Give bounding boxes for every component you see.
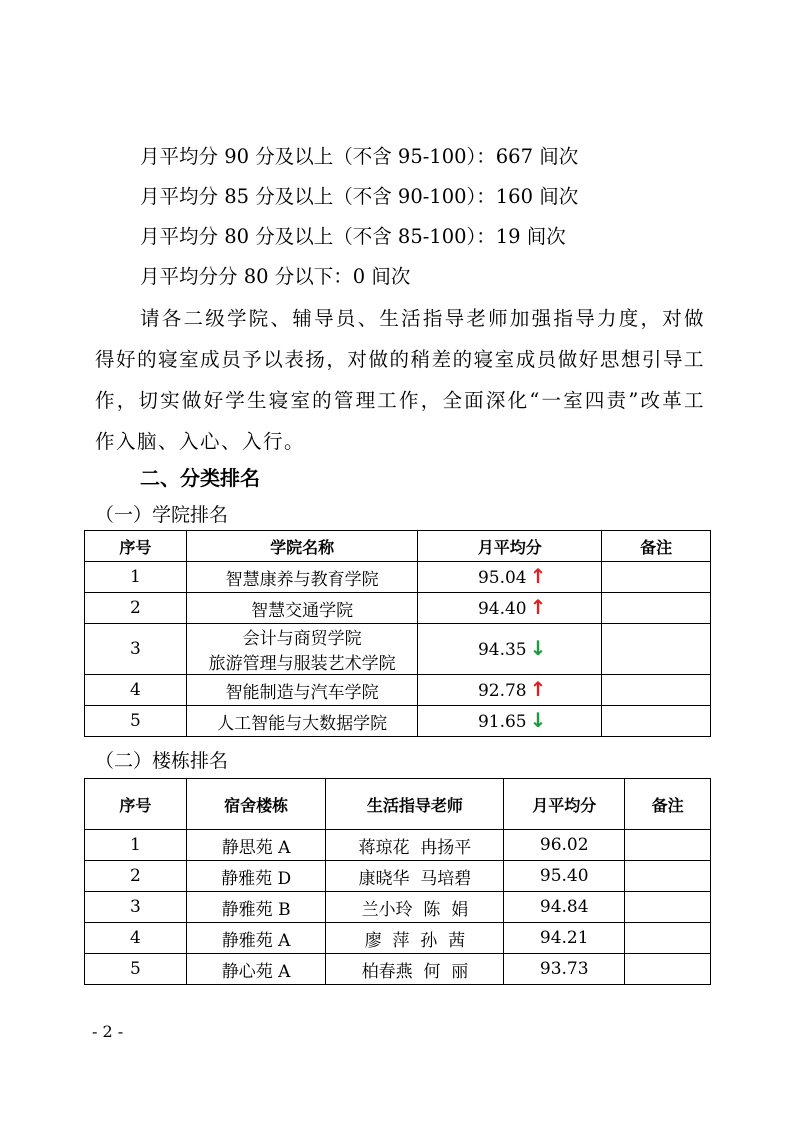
note-cell — [602, 675, 711, 706]
header-avg-score: 月平均分 — [504, 779, 625, 830]
note-cell — [602, 706, 711, 737]
header-note: 备注 — [602, 531, 711, 562]
avg-score: 91.65 — [477, 711, 527, 732]
header-avg-score: 月平均分 — [418, 531, 602, 562]
arrow-down-icon: ↓ — [529, 707, 547, 732]
note-cell — [625, 861, 711, 892]
teacher-names: 康晓华 马培碧 — [326, 861, 504, 892]
arrow-up-icon: ↑ — [529, 563, 547, 588]
building-name: 静思苑 A — [186, 830, 326, 861]
building-ranking-table — [84, 778, 711, 985]
note-cell — [602, 593, 711, 624]
avg-score: 93.73 — [504, 954, 625, 985]
note-cell — [625, 923, 711, 954]
table-row — [85, 624, 711, 675]
college-name-secondary: 旅游管理与服装艺术学院 — [208, 654, 396, 674]
building-name: 静心苑 A — [186, 954, 326, 985]
college-ranking-table — [84, 530, 711, 737]
college-ranking-title: （一）学院排名 — [95, 504, 229, 526]
building-name: 静雅苑 D — [186, 861, 326, 892]
row-number: 4 — [85, 675, 187, 706]
avg-score: 92.78 — [477, 680, 527, 701]
avg-score-cell — [418, 706, 602, 737]
header-no: 序号 — [85, 779, 187, 830]
table-row — [85, 675, 711, 706]
row-number: 5 — [85, 706, 187, 737]
avg-score: 94.21 — [504, 923, 625, 954]
stats-line-4: 月平均分分 80 分以下：0 间次 — [140, 265, 411, 288]
teacher-names: 蒋琼花 冉扬平 — [326, 830, 504, 861]
row-number: 3 — [85, 892, 187, 923]
building-ranking-title: （二）楼栋排名 — [95, 750, 229, 772]
avg-score: 94.84 — [504, 892, 625, 923]
avg-score-cell — [418, 562, 602, 593]
note-cell — [625, 830, 711, 861]
table-row — [85, 892, 711, 923]
row-number: 2 — [85, 593, 187, 624]
header-teacher: 生活指导老师 — [326, 779, 504, 830]
table-row — [85, 861, 711, 892]
section-heading: 二、分类排名 — [140, 466, 260, 490]
header-college-name: 学院名称 — [186, 531, 418, 562]
college-name-cell — [186, 624, 418, 675]
teacher-names: 柏春燕 何 丽 — [326, 954, 504, 985]
avg-score: 95.40 — [504, 861, 625, 892]
college-name: 智能制造与汽车学院 — [225, 682, 379, 703]
table-row — [85, 562, 711, 593]
note-cell — [602, 624, 711, 675]
body-paragraph: 请各二级学院、辅导员、生活指导老师加强指导力度，对做得好的寝室成员予以表扬，对做的稍差的寝室成员做好思想引导工作，切实做好学生寝室的管理工作，全面深化“一室四责”改革工作入脑、入心、入行。 — [95, 307, 705, 453]
row-number: 1 — [85, 562, 187, 593]
page-number: - 2 - — [92, 1022, 124, 1041]
row-number: 4 — [85, 923, 187, 954]
header-note: 备注 — [625, 779, 711, 830]
row-number: 1 — [85, 830, 187, 861]
avg-score: 96.02 — [504, 830, 625, 861]
row-number: 2 — [85, 861, 187, 892]
college-name-cell — [186, 675, 418, 706]
arrow-up-icon: ↑ — [529, 676, 547, 701]
stats-line-3: 月平均分 80 分及以上（不含 85-100）：19 间次 — [140, 225, 566, 248]
avg-score: 94.35 — [477, 639, 527, 660]
college-name-cell — [186, 593, 418, 624]
avg-score-cell — [418, 675, 602, 706]
college-name: 智慧交通学院 — [251, 600, 354, 621]
arrow-down-icon: ↓ — [529, 635, 547, 660]
building-name: 静雅苑 B — [186, 892, 326, 923]
table-header-row — [85, 779, 711, 830]
note-cell — [602, 562, 711, 593]
college-name: 人工智能与大数据学院 — [217, 713, 388, 734]
stats-line-2: 月平均分 85 分及以上（不含 90-100）：160 间次 — [140, 185, 579, 208]
arrow-up-icon: ↑ — [529, 594, 547, 619]
table-row — [85, 923, 711, 954]
table-row — [85, 954, 711, 985]
college-name: 智慧康养与教育学院 — [225, 569, 379, 590]
college-name-cell — [186, 706, 418, 737]
avg-score-cell — [418, 624, 602, 675]
note-cell — [625, 892, 711, 923]
note-cell — [625, 954, 711, 985]
header-building: 宿舍楼栋 — [186, 779, 326, 830]
avg-score: 95.04 — [477, 567, 527, 588]
row-number: 3 — [85, 624, 187, 675]
table-row — [85, 830, 711, 861]
header-no: 序号 — [85, 531, 187, 562]
teacher-names: 廖 萍 孙 茜 — [326, 923, 504, 954]
college-name: 会计与商贸学院 — [242, 629, 362, 649]
avg-score: 94.40 — [477, 598, 527, 619]
building-name: 静雅苑 A — [186, 923, 326, 954]
table-row — [85, 706, 711, 737]
table-header-row — [85, 531, 711, 562]
avg-score-cell — [418, 593, 602, 624]
teacher-names: 兰小玲 陈 娟 — [326, 892, 504, 923]
stats-line-1: 月平均分 90 分及以上（不含 95-100）：667 间次 — [140, 145, 579, 168]
row-number: 5 — [85, 954, 187, 985]
college-name-cell — [186, 562, 418, 593]
table-row — [85, 593, 711, 624]
